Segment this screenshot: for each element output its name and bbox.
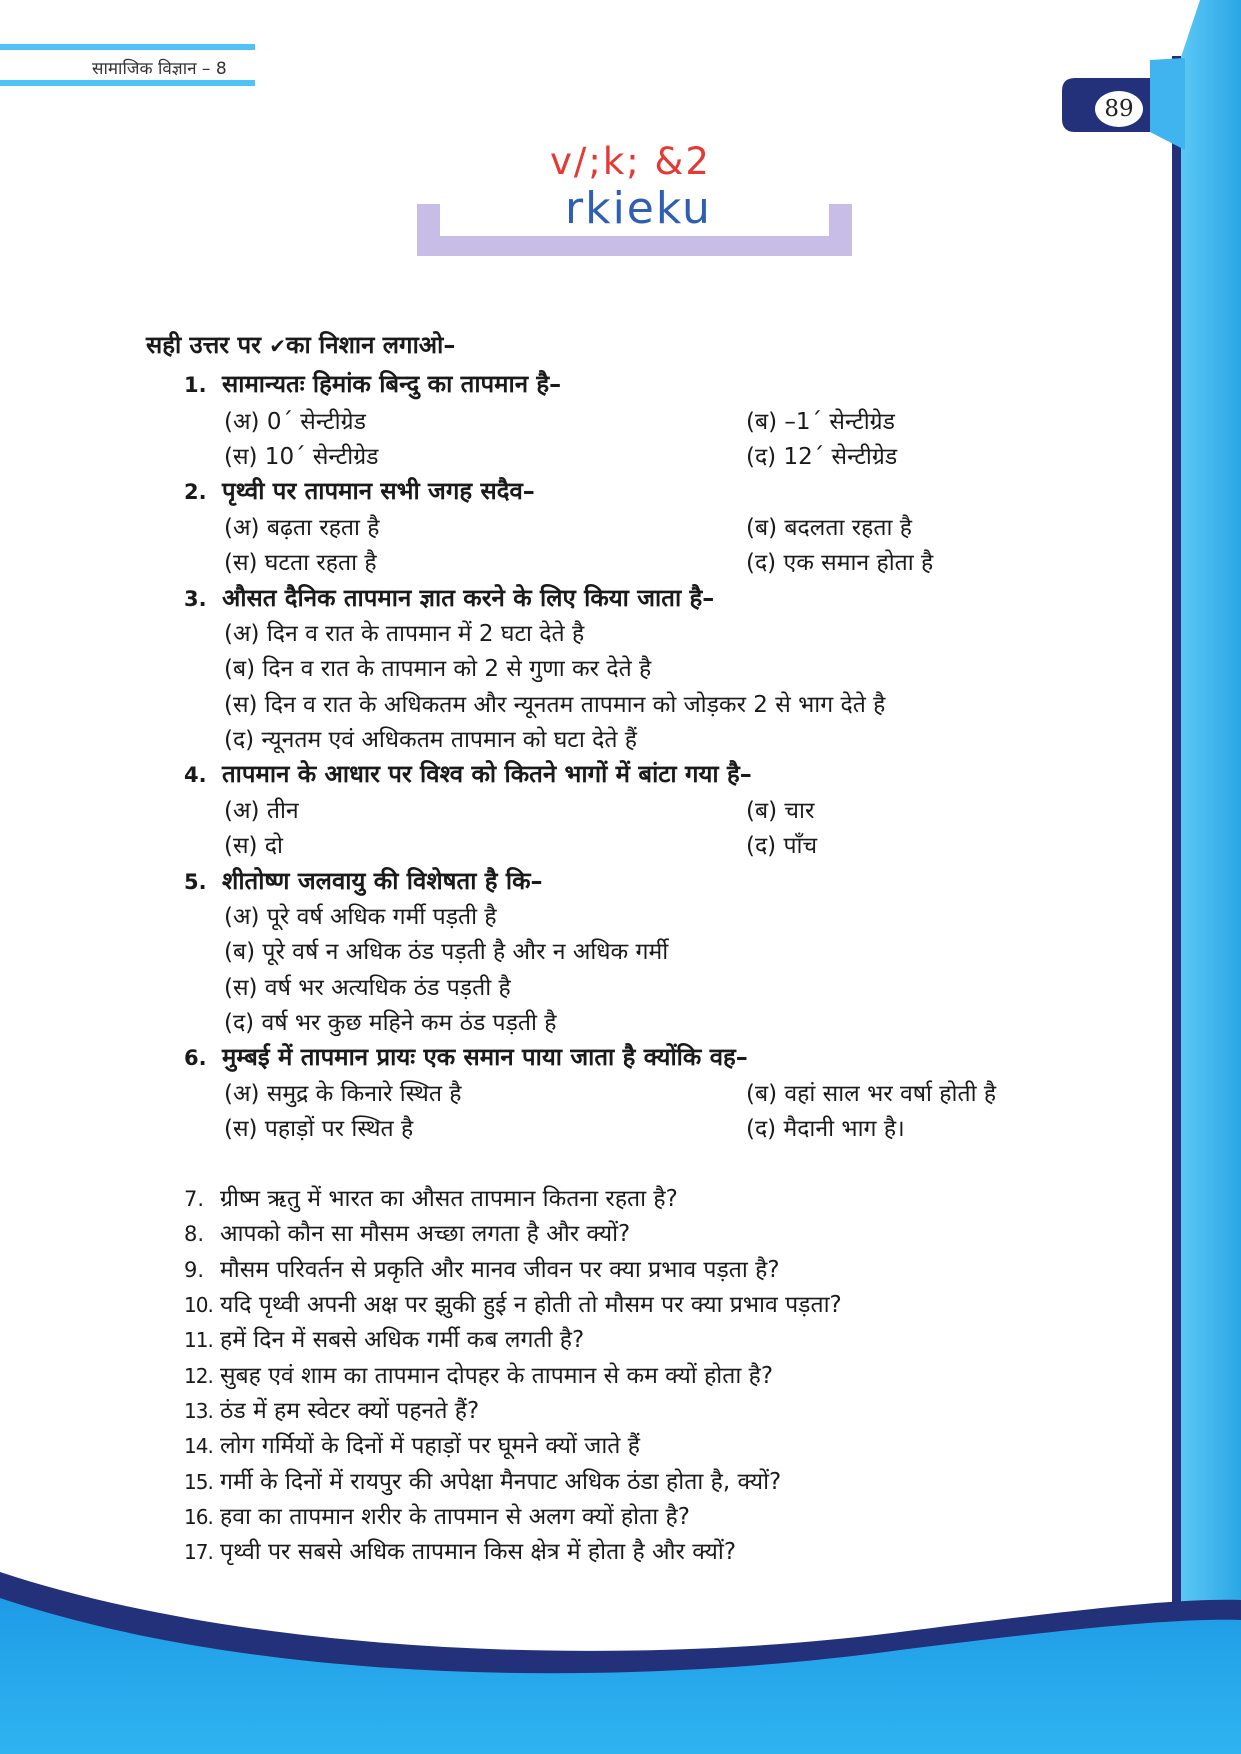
question-number: 15. xyxy=(184,1470,213,1494)
question-number: 4. xyxy=(184,763,207,787)
question-text: सुबह एवं शाम का तापमान दोपहर के तापमान से कम क्यों होता है? xyxy=(220,1363,774,1389)
question-number: 13. xyxy=(184,1399,213,1423)
subject-header: सामाजिक विज्ञान – 8 xyxy=(92,59,227,79)
question-text: ग्रीष्म ऋतु में भारत का औसत तापमान कितना रहता है? xyxy=(220,1186,678,1212)
option: (अ) समुद्र के किनारे स्थित है xyxy=(224,1081,462,1107)
option: (स) दिन व रात के अधिकतम और न्यूनतम तापमान को जोड़कर 2 से भाग देते है xyxy=(224,692,886,718)
question-text: मौसम परिवर्तन से प्रकृति और मानव जीवन पर क्या प्रभाव पड़ता है? xyxy=(220,1257,780,1283)
chapter-title: rkieku xyxy=(565,183,712,234)
option: (अ) तीन xyxy=(224,798,299,824)
option: (ब) पूरे वर्ष न अधिक ठंड पड़ती है और न अधिक गर्मी xyxy=(224,939,669,965)
question-text: लोग गर्मियों के दिनों में पहाड़ों पर घूमने क्यों जाते हैं xyxy=(220,1433,640,1459)
option: (अ) दिन व रात के तापमान में 2 घटा देते है xyxy=(224,621,585,647)
question-number: 8. xyxy=(184,1222,205,1246)
mcq-question xyxy=(184,1040,748,1073)
question-number: 16. xyxy=(184,1505,213,1529)
page-tab-fold xyxy=(1150,58,1185,150)
option: (द) पाँच xyxy=(746,833,818,859)
question-number: 1. xyxy=(184,373,207,397)
question-text: औसत दैनिक तापमान ज्ञात करने के लिए किया जाता है– xyxy=(222,584,715,612)
option: (ब) दिन व रात के तापमान को 2 से गुणा कर देते है xyxy=(224,656,652,682)
short-question xyxy=(184,1499,690,1531)
question-number: 17. xyxy=(184,1540,213,1564)
short-question xyxy=(184,1428,640,1460)
question-text: यदि पृथ्वी अपनी अक्ष पर झुकी हुई न होती तो मौसम पर क्या प्रभाव पड़ता? xyxy=(220,1292,842,1318)
option: (अ) बढ़ता रहता है xyxy=(224,515,380,541)
question-number: 5. xyxy=(184,870,207,894)
option: (स) पहाड़ों पर स्थित है xyxy=(224,1116,414,1142)
question-number: 9. xyxy=(184,1258,205,1282)
right-bar-light xyxy=(1180,0,1241,1640)
question-text: सामान्यतः हिमांक बिन्दु का तापमान है– xyxy=(222,370,562,398)
option: (द) न्यूनतम एवं अधिकतम तापमान को घटा देते हैं xyxy=(224,727,638,753)
option: (ब) –1´ सेन्टीग्रेड xyxy=(746,409,895,435)
short-question xyxy=(184,1287,842,1319)
option: (अ) पूरे वर्ष अधिक गर्मी पड़ती है xyxy=(224,904,497,930)
right-bar-navy xyxy=(1172,56,1181,1616)
question-text: मुम्बई में तापमान प्रायः एक समान पाया जाता है क्योंकि वह– xyxy=(222,1043,748,1071)
question-text: पृथ्वी पर सबसे अधिक तापमान किस क्षेत्र में होता है और क्यों? xyxy=(220,1539,737,1565)
option: (स) वर्ष भर अत्यधिक ठंड पड़ती है xyxy=(224,975,511,1001)
option: (ब) वहां साल भर वर्षा होती है xyxy=(746,1081,997,1107)
option: (ब) चार xyxy=(746,798,815,824)
mcq-question xyxy=(184,367,561,400)
checkmark-icon: ✔ xyxy=(269,334,287,358)
header-stripe-top xyxy=(0,44,255,50)
option: (द) एक समान होता है xyxy=(746,550,934,576)
option: (ब) बदलता रहता है xyxy=(746,515,912,541)
short-question xyxy=(184,1464,781,1496)
question-number: 3. xyxy=(184,587,207,611)
question-text: गर्मी के दिनों में रायपुर की अपेक्षा मैनपाट अधिक ठंडा होता है, क्यों? xyxy=(220,1469,782,1495)
short-question xyxy=(184,1534,736,1566)
instruction-text-before: सही उत्तर पर xyxy=(146,331,261,359)
short-question xyxy=(184,1181,678,1213)
question-number: 12. xyxy=(184,1364,213,1388)
short-question xyxy=(184,1252,780,1284)
question-number: 7. xyxy=(184,1187,205,1211)
instruction-text-after: का निशान लगाओ– xyxy=(286,331,456,359)
mcq-question xyxy=(184,757,752,790)
question-text: आपको कौन सा मौसम अच्छा लगता है और क्यों? xyxy=(220,1221,631,1247)
question-number: 2. xyxy=(184,480,207,504)
option: (स) घटता रहता है xyxy=(224,550,377,576)
mcq-question xyxy=(184,864,543,897)
option: (द) वर्ष भर कुछ महिने कम ठंड पड़ती है xyxy=(224,1010,557,1036)
mcq-question xyxy=(184,581,714,614)
question-text: पृथ्वी पर तापमान सभी जगह सदैव– xyxy=(222,477,535,505)
question-number: 14. xyxy=(184,1434,213,1458)
short-question xyxy=(184,1393,479,1425)
short-question xyxy=(184,1322,584,1354)
question-text: हमें दिन में सबसे अधिक गर्मी कब लगती है? xyxy=(220,1327,585,1353)
short-question xyxy=(184,1358,773,1390)
question-number: 10. xyxy=(184,1293,213,1317)
question-number: 11. xyxy=(184,1328,213,1352)
chapter-label: v/;k; &2 xyxy=(550,140,711,183)
question-text: ठंड में हम स्वेटर क्यों पहनते हैं? xyxy=(220,1398,480,1424)
question-text: शीतोष्ण जलवायु की विशेषता है कि– xyxy=(222,867,543,895)
instruction xyxy=(146,328,455,361)
option: (द) 12´ सेन्टीग्रेड xyxy=(746,444,898,470)
mcq-question xyxy=(184,474,535,507)
header-stripe-bottom xyxy=(0,80,255,86)
option: (द) मैदानी भाग है। xyxy=(746,1116,905,1142)
question-number: 6. xyxy=(184,1046,207,1070)
option: (अ) 0´ सेन्टीग्रेड xyxy=(224,409,366,435)
page-number: 89 xyxy=(1095,91,1143,127)
question-text: हवा का तापमान शरीर के तापमान से अलग क्यों होता है? xyxy=(220,1504,690,1530)
short-question xyxy=(184,1216,630,1248)
option: (स) दो xyxy=(224,833,283,859)
option: (स) 10´ सेन्टीग्रेड xyxy=(224,444,379,470)
question-text: तापमान के आधार पर विश्व को कितने भागों में बांटा गया है– xyxy=(222,760,752,788)
